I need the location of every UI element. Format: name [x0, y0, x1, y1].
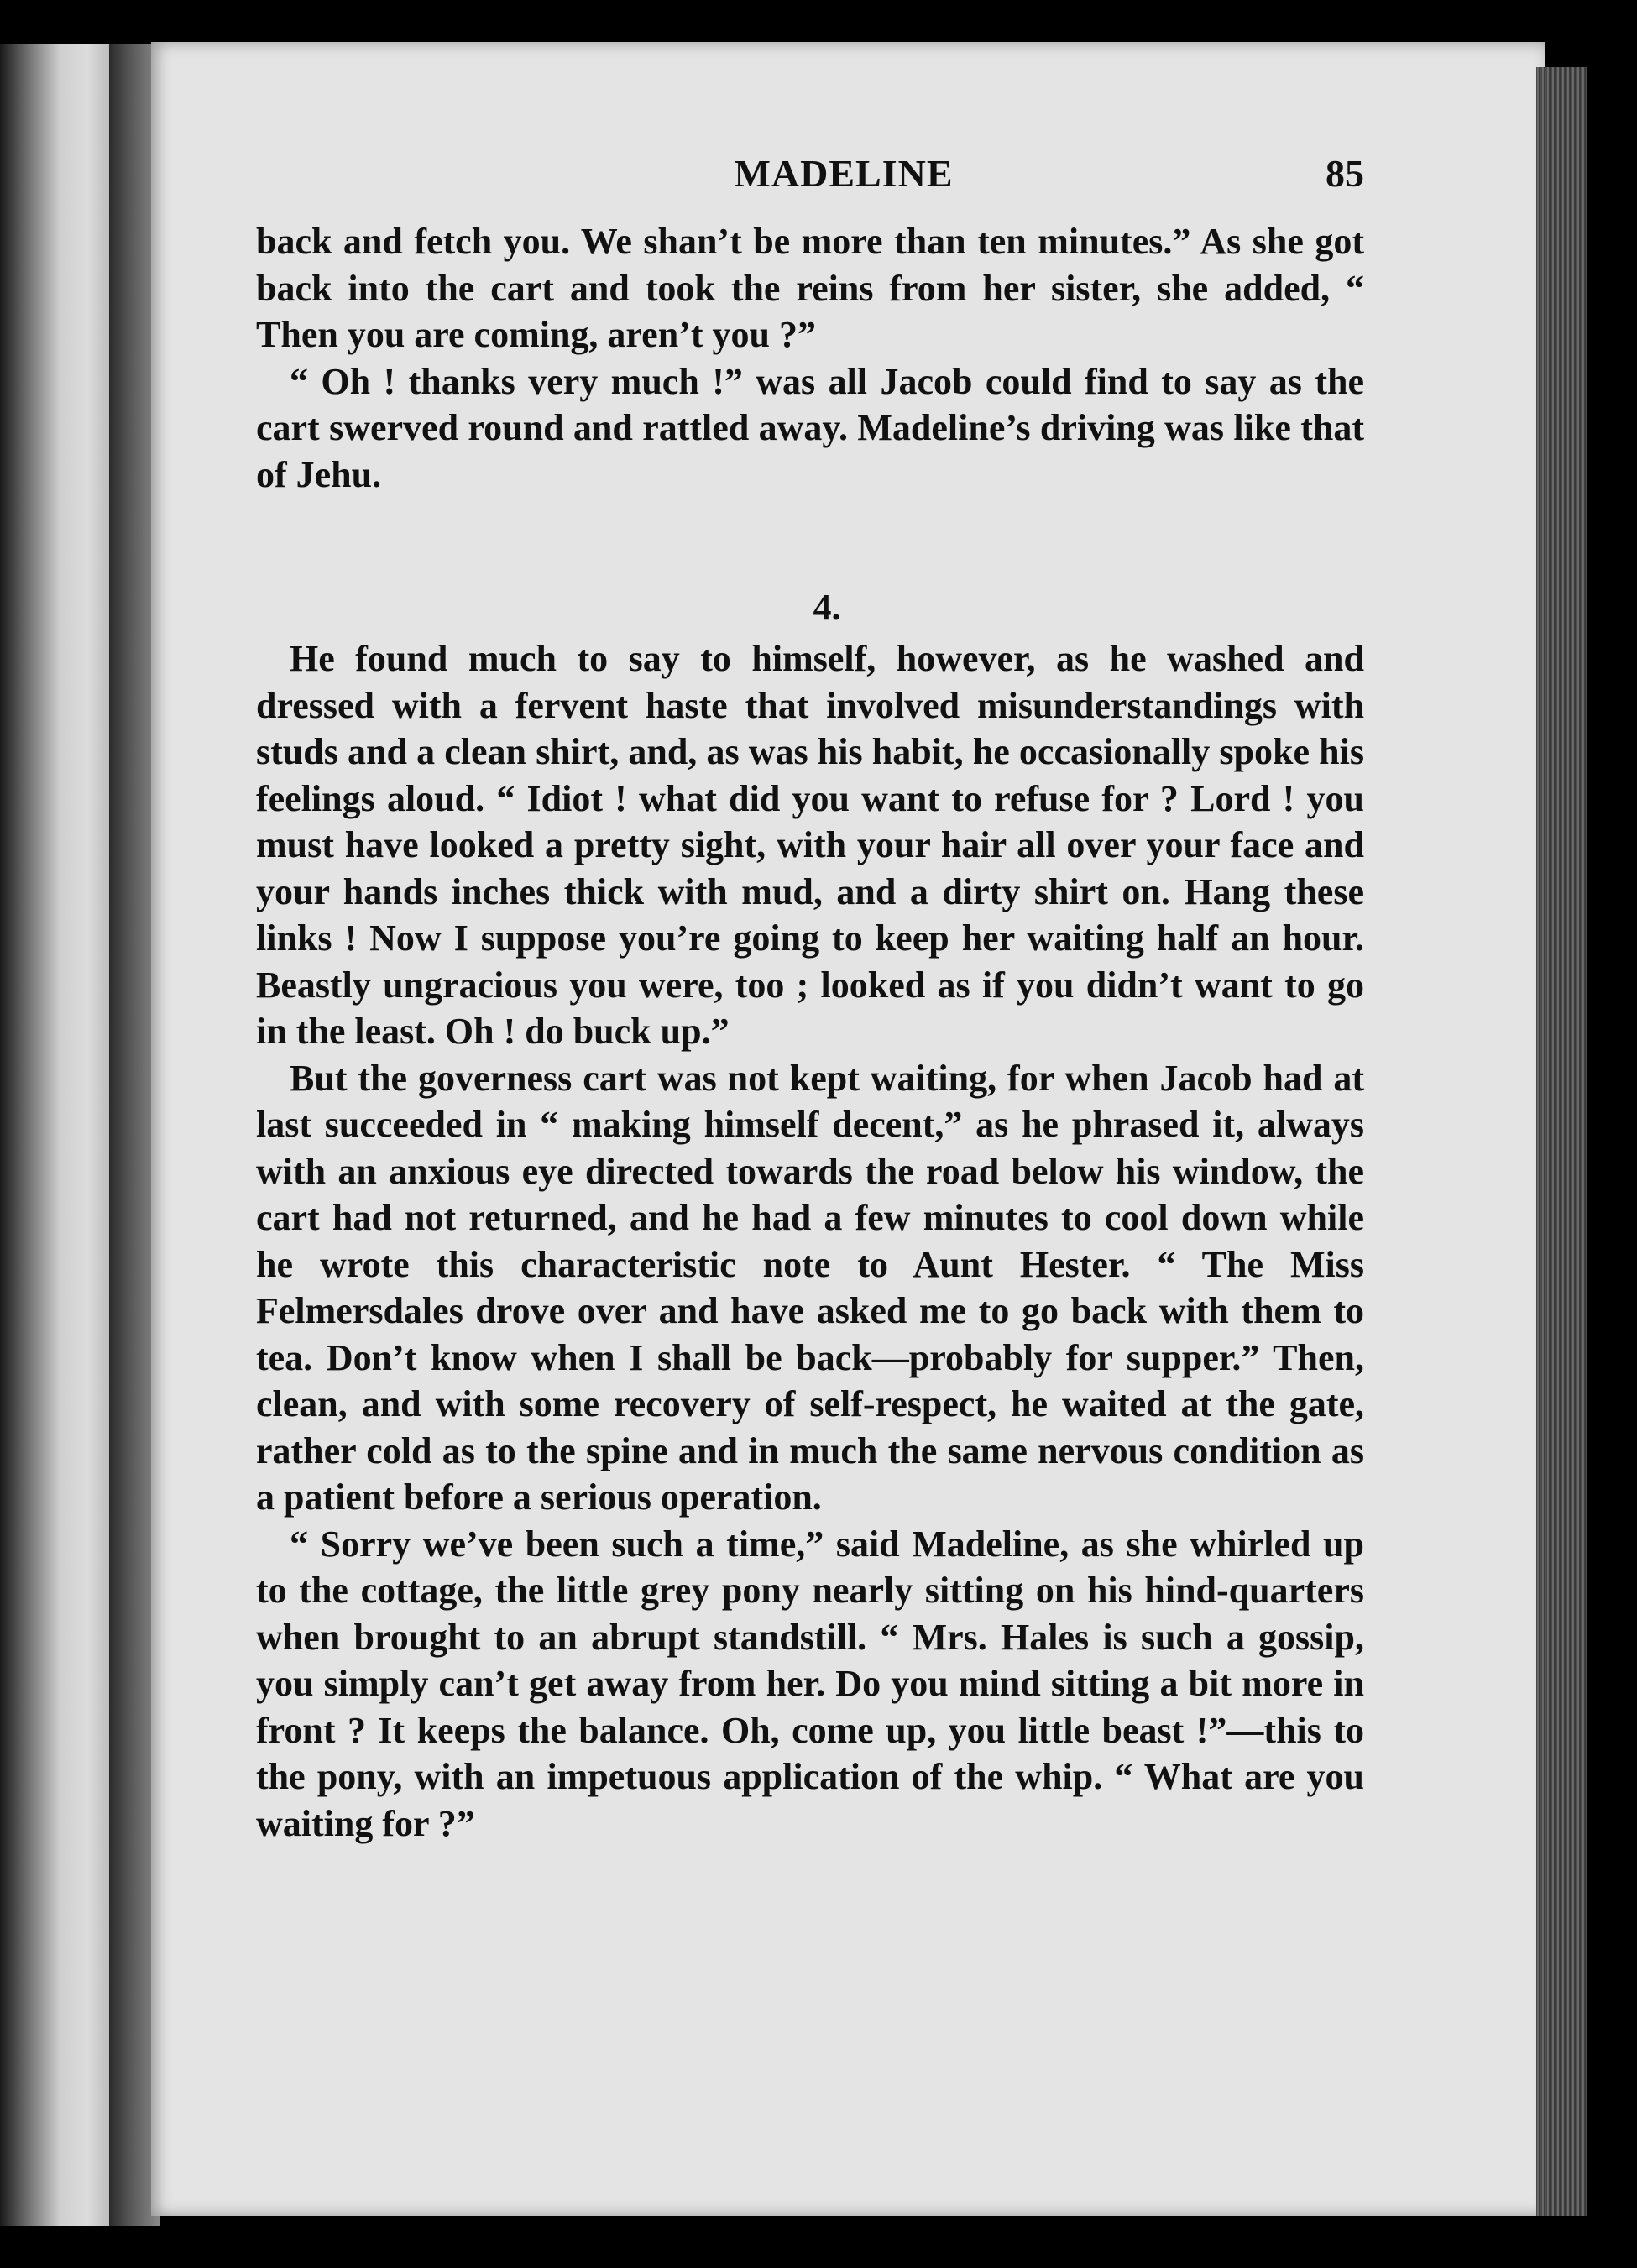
page-block-edge	[1536, 67, 1587, 2216]
page-content	[256, 151, 1364, 1847]
paragraph: He found much to say to himself, however, as he washed and dressed with a fervent haste that involved misunderstandings with studs and a clean shirt, and, as was his habit, he occasionally spoke his feelings aloud. “ Idiot ! what did you want to refuse for ? Lord ! you must have looked a pretty sight, with your hair all over your face and your hands inches thick with mud, and a dirty shirt on. Hang these links ! Now I suppose you’re going to keep her waiting half an hour. Beastly ungracious you were, too ; looked as if you didn’t want to go in the least. Oh ! do buck up.”	[256, 638, 1364, 1052]
paragraph: “ Sorry we’ve been such a time,” said Madeline, as she whirled up to the cottage, the little grey pony nearly sitting on his hind-quarters when brought to an abrupt standstill. “ Mrs. Hales is such a gossip, you simply can’t get away from her. Do you mind sitting a bit more in front ? It keeps the balance. Oh, come up, you little beast !”—this to the pony, with an impetuous application of the whip. “ What are you waiting for ?”	[256, 1523, 1364, 1844]
paragraph: But the governess cart was not kept waiting, for when Jacob had at last succeeded in “ making himself decent,” as he phrased it, always with an anxious eye directed towards the road below his window, the cart had not returned, and he had a few minutes to cool down while he wrote this characteristic note to Aunt Hester. “ The Miss Felmersdales drove over and have asked me to go back with them to tea. Don’t know when I shall be back—probably for supper.” Then, clean, and with some recovery of self-respect, he waited at the gate, rather cold as to the spine and in much the same nervous condition as a patient before a serious operation.	[256, 1057, 1364, 1518]
paragraph: “ Oh ! thanks very much !” was all Jacob could find to say as the cart swerved round and rattled away. Madeline’s driving was like that of Jehu.	[256, 360, 1364, 495]
page-header	[256, 151, 1364, 218]
running-title: MADELINE	[734, 152, 954, 195]
paragraph: back and fetch you. We shan’t be more than ten minutes.” As she got back into the cart and took the reins from her sister, she added, “ Then you are coming, aren’t you ?”	[256, 221, 1364, 355]
page-number: 85	[1326, 152, 1364, 195]
facing-page-edge	[0, 44, 109, 2226]
section-number: 4.	[813, 587, 841, 628]
